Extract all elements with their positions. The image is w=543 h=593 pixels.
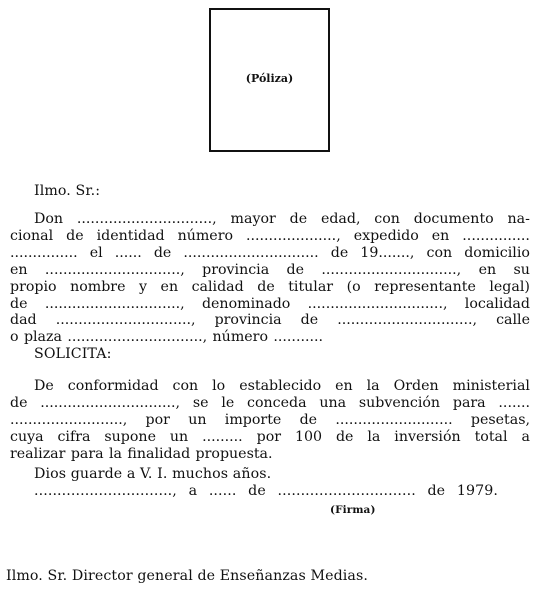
word: cuya (10, 428, 44, 445)
word: ......... (202, 428, 243, 445)
word: establecido (239, 378, 322, 394)
date-de-1: de (248, 483, 266, 499)
word: de (10, 394, 28, 411)
word: identidad (96, 227, 165, 244)
word: su (513, 261, 530, 278)
word: Orden (393, 378, 439, 394)
word: el (89, 244, 103, 261)
solicita-heading: SOLICITA: (34, 346, 112, 362)
word: .............................., (67, 329, 208, 346)
word: .............................., (55, 312, 196, 329)
word: mayor (230, 211, 276, 227)
word: con (374, 211, 400, 227)
word: plaza (23, 329, 62, 346)
word: en (478, 261, 497, 278)
word: y (139, 278, 148, 295)
word: calidad (191, 278, 244, 295)
word: .............................., (40, 394, 181, 411)
word: .............................., (337, 312, 478, 329)
word: inversión (394, 428, 461, 445)
word: na- (507, 211, 530, 227)
word: conformidad (67, 378, 159, 394)
word: de (299, 411, 318, 428)
word: localidad (464, 295, 530, 312)
word: calle (496, 312, 530, 329)
word: Don (34, 211, 64, 227)
word: documento (413, 211, 494, 227)
word: en (10, 261, 28, 278)
word: nombre (70, 278, 126, 295)
word: la (366, 378, 380, 394)
word: conceda (247, 394, 307, 411)
poliza-stamp-box (209, 8, 330, 152)
body-line (10, 279, 530, 295)
word: .......................... (335, 411, 453, 428)
word: de (335, 428, 354, 445)
word: (o (346, 278, 361, 295)
body-line (10, 329, 530, 345)
date-line (34, 483, 498, 499)
month-blank: .............................. (277, 483, 416, 499)
request-line (10, 429, 530, 445)
request-line (10, 395, 530, 411)
word: ........... (273, 329, 323, 346)
word: cifra (57, 428, 91, 445)
word: ...... (114, 244, 142, 261)
word: en (335, 378, 353, 394)
word: .............................., (44, 261, 185, 278)
word: .............................., (321, 261, 462, 278)
word: número (177, 227, 234, 244)
word: con (172, 378, 199, 394)
word: la (367, 428, 381, 445)
body-line (10, 228, 530, 244)
word: una (319, 394, 347, 411)
word: un (169, 428, 189, 445)
word: 100 (294, 428, 323, 445)
word: a (521, 428, 530, 445)
word: supone (104, 428, 156, 445)
word: legal) (489, 278, 530, 295)
word: ...................., (246, 227, 341, 244)
request-line (10, 412, 530, 428)
word: denominado (201, 295, 291, 312)
salutation: Ilmo. Sr.: (34, 183, 101, 199)
request-line (10, 446, 530, 462)
word: en (431, 227, 450, 244)
body-line (10, 245, 530, 261)
word: .............................., (44, 295, 185, 312)
body-line (10, 312, 530, 328)
word: de (300, 312, 319, 329)
word: ............... (10, 244, 78, 261)
word: provincia (214, 312, 282, 329)
word: edad, (320, 211, 361, 227)
word: De (34, 378, 54, 394)
word: en (160, 278, 179, 295)
word: ....... (498, 394, 530, 411)
word: la (109, 445, 122, 462)
word: por (145, 411, 170, 428)
word: de (286, 261, 305, 278)
word: se (192, 394, 209, 411)
word: expedido (353, 227, 419, 244)
closing-formula: Dios guarde a V. I. muchos años. (34, 466, 272, 482)
word: .............................., (307, 295, 448, 312)
word: total (474, 428, 508, 445)
word: ............... (462, 227, 530, 244)
word: de (257, 278, 275, 295)
body-line (10, 296, 530, 312)
word: ........................., (10, 411, 128, 428)
word: finalidad (127, 445, 191, 462)
word: representante (374, 278, 476, 295)
place-blank: .............................., (34, 483, 177, 499)
word: titular (288, 278, 334, 295)
word: domicilio (464, 244, 530, 261)
year: 1979. (456, 483, 498, 499)
word: pesetas, (470, 411, 530, 428)
word: de (330, 244, 349, 261)
body-line (34, 211, 530, 227)
word: de (10, 295, 28, 312)
word: realizar (10, 445, 66, 462)
word: cional (10, 227, 54, 244)
word: para (70, 445, 104, 462)
addressee: Ilmo. Sr. Director general de Enseñanzas Medias. (6, 568, 368, 584)
body-line (10, 262, 530, 278)
word: .............................., (76, 211, 217, 227)
word: de (66, 227, 84, 244)
word: propio (10, 278, 57, 295)
date-de-2: de (427, 483, 446, 499)
request-line (34, 378, 530, 394)
poliza-label: (Póliza) (245, 72, 294, 85)
word: o (10, 329, 19, 346)
word: lo (212, 378, 226, 394)
word: ministerial (452, 378, 530, 394)
word: propuesta. (195, 445, 273, 462)
word: número (212, 329, 268, 346)
day-blank: ...... (208, 483, 237, 499)
word: dad (10, 312, 37, 329)
date-a: a (188, 483, 198, 499)
word: 19......., (360, 244, 415, 261)
word: le (221, 394, 235, 411)
word: importe (224, 411, 282, 428)
word: .............................. (183, 244, 319, 261)
word: por (256, 428, 282, 445)
word: provincia (202, 261, 270, 278)
word: un (188, 411, 207, 428)
word: de (289, 211, 308, 227)
word: con (426, 244, 453, 261)
word: subvención (358, 394, 441, 411)
word: de (153, 244, 172, 261)
word: para (452, 394, 486, 411)
firma-label: (Firma) (330, 504, 376, 516)
